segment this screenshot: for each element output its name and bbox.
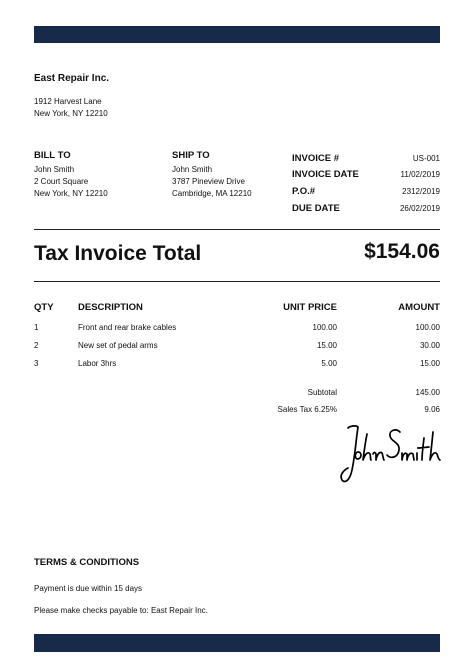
- meta-label: DUE DATE: [292, 202, 340, 214]
- column-header-unit-price: UNIT PRICE: [283, 302, 337, 313]
- cell-qty: 2: [34, 341, 39, 350]
- meta-label: INVOICE #: [292, 152, 339, 164]
- table-row: [0, 341, 474, 355]
- sales-tax-value: 9.06: [424, 405, 440, 414]
- due-date-row: [292, 200, 440, 217]
- terms-line: Please make checks payable to: East Repair Inc.: [34, 606, 208, 615]
- bill-to-line: John Smith: [34, 165, 75, 174]
- company-address-line: 1912 Harvest Lane: [34, 97, 102, 106]
- cell-unit-price: 100.00: [312, 323, 337, 332]
- cell-description: Labor 3hrs: [78, 359, 117, 368]
- signature-image: [334, 418, 446, 490]
- subtotal-label: Subtotal: [307, 388, 337, 397]
- column-header-qty: QTY: [34, 302, 54, 313]
- meta-value: 26/02/2019: [399, 203, 440, 213]
- sales-tax-label: Sales Tax 6.25%: [277, 405, 337, 414]
- ship-to-line: Cambridge, MA 12210: [172, 189, 252, 198]
- bill-to-heading: BILL TO: [34, 150, 71, 161]
- header-band: [34, 26, 440, 43]
- total-amount: $154.06: [364, 240, 440, 263]
- company-name: East Repair Inc.: [34, 73, 110, 84]
- column-header-description: DESCRIPTION: [78, 302, 143, 313]
- company-address-line: New York, NY 12210: [34, 109, 108, 118]
- meta-label: P.O.#: [292, 185, 316, 197]
- divider: [34, 281, 440, 282]
- subtotal-value: 145.00: [415, 388, 440, 397]
- divider: [34, 229, 440, 230]
- meta-value: 11/02/2019: [400, 170, 440, 180]
- ship-to-line: 3787 Pineview Drive: [172, 177, 245, 186]
- ship-to-block: [172, 150, 252, 200]
- cell-amount: 100.00: [415, 323, 440, 332]
- footer-band: [34, 634, 440, 652]
- terms-line: Payment is due within 15 days: [34, 584, 143, 593]
- cell-amount: 30.00: [419, 341, 440, 350]
- cell-description: Front and rear brake cables: [78, 323, 177, 332]
- company-address: [34, 96, 108, 120]
- cell-qty: 3: [34, 359, 39, 368]
- ship-to-line: John Smith: [172, 165, 213, 174]
- table-row: [0, 323, 474, 337]
- cell-description: New set of pedal arms: [78, 341, 158, 350]
- po-number-row: [292, 183, 440, 200]
- table-row: [0, 359, 474, 373]
- meta-value: US-001: [412, 153, 440, 163]
- invoice-meta: [292, 150, 440, 216]
- ship-to-heading: SHIP TO: [172, 150, 210, 161]
- bill-to-line: 2 Court Square: [34, 177, 89, 186]
- bill-to-line: New York, NY 12210: [34, 189, 108, 198]
- invoice-number-row: [292, 150, 440, 167]
- meta-label: INVOICE DATE: [292, 169, 359, 181]
- cell-unit-price: 15.00: [316, 341, 337, 350]
- bill-to-block: [34, 150, 108, 200]
- terms-heading: TERMS & CONDITIONS: [34, 557, 140, 568]
- column-header-amount: AMOUNT: [398, 302, 440, 313]
- invoice-date-row: [292, 167, 440, 184]
- meta-value: 2312/2019: [402, 186, 440, 196]
- cell-qty: 1: [34, 323, 39, 332]
- cell-unit-price: 5.00: [321, 359, 337, 368]
- cell-amount: 15.00: [419, 359, 440, 368]
- total-label: Tax Invoice Total: [34, 242, 202, 265]
